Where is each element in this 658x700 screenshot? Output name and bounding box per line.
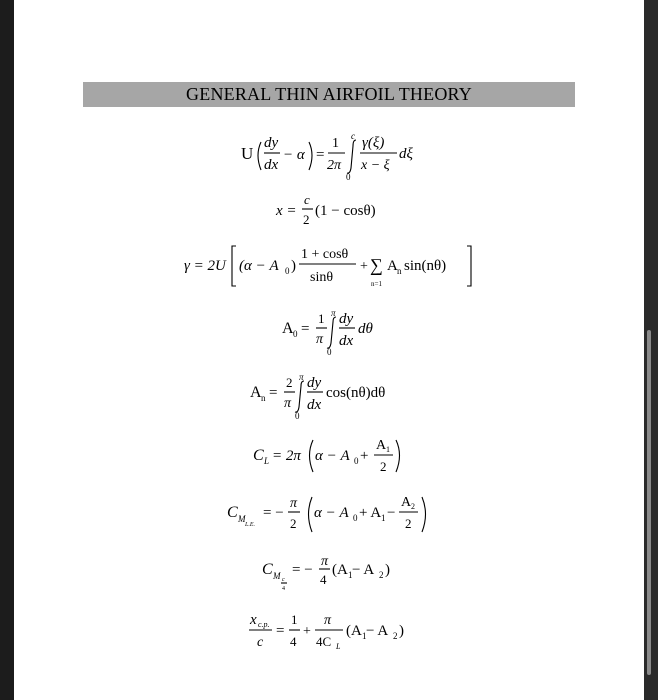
eq1-integral-sign <box>347 140 356 173</box>
eq1-one: 1 <box>332 136 339 151</box>
eq4-one: 1 <box>318 311 325 326</box>
eq7-equals: = − <box>263 505 284 521</box>
eq5-lower-bound: 0 <box>295 411 300 421</box>
eq9-fourC: 4C <box>316 634 332 649</box>
eq9-sub2: 2 <box>393 631 398 641</box>
eq4-equals: = <box>301 321 310 337</box>
eq7-A2: A <box>401 495 412 510</box>
eq6-two: 2 <box>380 459 387 474</box>
eq2-two: 2 <box>303 212 310 227</box>
eq8-C: C <box>262 561 273 578</box>
eq8-rhs: (A <box>332 562 348 578</box>
eq1-two-pi: 2π <box>327 158 342 173</box>
eq4-dx: dx <box>339 333 354 349</box>
eq8-sub: M <box>273 571 281 581</box>
eq7-sub: M <box>238 514 246 524</box>
eq3-alpha-A0: (α − A <box>239 258 279 274</box>
eq8-close: ) <box>385 562 390 578</box>
eq9-one: 1 <box>291 612 298 627</box>
eq3-sin-n: sin(nθ) <box>404 258 447 274</box>
eq3-right-bracket <box>467 246 471 286</box>
eq7-right-paren <box>422 497 426 532</box>
equation-center-of-pressure <box>248 606 418 656</box>
eq8-pi: π <box>321 554 329 569</box>
eq8-frac-den: 4 <box>282 586 285 592</box>
eq3-sub0: 0 <box>285 266 290 276</box>
eq7-two: 2 <box>290 516 297 531</box>
eq4-lower-bound: 0 <box>327 347 332 357</box>
eq1-lower-bound: 0 <box>346 172 351 182</box>
eq5-two: 2 <box>286 375 293 390</box>
eq4-dtheta: dθ <box>358 321 373 337</box>
eq4-lhs: A <box>282 320 294 337</box>
eq3-sum: ∑ <box>370 255 383 275</box>
eq9-four: 4 <box>290 634 297 649</box>
eq3-plus: + <box>360 259 368 274</box>
eq3-lhs: γ = 2U <box>184 258 226 274</box>
eq1-left-paren <box>258 142 261 170</box>
eq6-rhs: = 2π <box>272 448 301 464</box>
eq3-An: A <box>387 258 398 274</box>
eq7-minus: − <box>387 505 396 521</box>
eq4-sub: 0 <box>293 329 298 339</box>
eq1-dx: dx <box>264 157 279 173</box>
eq3-den: sinθ <box>310 270 334 285</box>
eq4-pi: π <box>316 332 324 347</box>
eq7-sub2: 2 <box>411 502 415 511</box>
eq5-pi: π <box>284 396 292 411</box>
eq3-sum-lower: n=1 <box>371 280 382 288</box>
eq7-two2: 2 <box>405 516 412 531</box>
eq7-C: C <box>227 504 238 521</box>
eq1-equals: = <box>316 147 325 163</box>
scrollbar[interactable] <box>647 330 651 675</box>
eq1-right-paren <box>309 142 312 170</box>
equation-lift-integral <box>235 128 435 183</box>
eq7-sub0: 0 <box>353 513 358 523</box>
eq9-subL: L <box>336 642 341 651</box>
eq7-left-paren <box>309 497 313 532</box>
eq8-sub2: 2 <box>379 570 384 580</box>
eq4-upper-bound: π <box>331 308 336 318</box>
equation-vortex-distribution <box>184 240 484 292</box>
eq5-dy: dy <box>307 375 322 391</box>
eq1-dxi: dξ <box>399 146 413 162</box>
eq9-sub1: 1 <box>362 631 367 641</box>
eq6-C: C <box>253 447 264 464</box>
eq8-equals: = − <box>292 562 313 578</box>
eq1-gamma-xi: γ(ξ) <box>362 135 385 151</box>
document-title <box>83 82 575 107</box>
eq5-integral-sign <box>295 381 304 412</box>
eq8-sub1: 1 <box>348 570 353 580</box>
eq7-plusA: + A <box>359 505 382 521</box>
equation-moment-leading-edge <box>227 490 437 542</box>
eq3-num: 1 + cosθ <box>301 247 349 262</box>
title-text: GENERAL THIN AIRFOIL THEORY <box>186 84 472 104</box>
eq6-sub1: 1 <box>386 445 390 454</box>
eq6-A1: A <box>376 438 387 453</box>
eq3-close: ) <box>291 258 296 274</box>
eq5-equals: = <box>269 385 278 401</box>
eq2-rhs: (1 − cosθ) <box>315 203 376 219</box>
eq9-sub: c.p. <box>258 620 270 629</box>
eq5-upper-bound: π <box>299 372 304 382</box>
eq4-integral-sign <box>327 317 336 348</box>
eq5-lhs: A <box>250 384 262 401</box>
eq6-inner: α − A <box>315 448 350 464</box>
eq9-rhs: (A <box>346 623 362 639</box>
equation-A0 <box>282 306 392 356</box>
eq2-lhs: x = <box>276 203 297 219</box>
eq7-pi: π <box>290 496 298 511</box>
eq9-equals: = <box>276 623 285 639</box>
eq5-tail: cos(nθ)dθ <box>326 385 386 401</box>
eq9-c: c <box>257 635 264 650</box>
eq1-minus-alpha: − α <box>283 147 305 163</box>
eq3-sub-n: n <box>397 266 402 276</box>
eq9-xcp: x <box>250 612 257 628</box>
equation-moment-quarter-chord <box>262 552 412 598</box>
eq6-right-paren <box>396 440 400 472</box>
equation-coordinate-transform <box>276 191 396 233</box>
eq8-minus: − A <box>352 562 375 578</box>
eq8-frac-num: c <box>282 577 285 583</box>
eq1-upper-bound: c <box>351 131 355 141</box>
eq5-sub: n <box>261 393 266 403</box>
eq5-dx: dx <box>307 397 322 413</box>
eq6-left-paren <box>310 440 314 472</box>
eq9-close: ) <box>399 623 404 639</box>
eq9-minus: − A <box>366 623 389 639</box>
eq9-plus: + <box>303 624 311 639</box>
equation-An <box>250 370 420 420</box>
eq4-dy: dy <box>339 311 354 327</box>
eq7-subsub: L.E. <box>245 522 256 528</box>
eq7-sub1: 1 <box>381 513 386 523</box>
eq9-pi: π <box>324 613 332 628</box>
eq8-four: 4 <box>320 572 327 587</box>
eq6-sub: L <box>264 456 270 466</box>
equation-lift-coefficient <box>253 430 423 480</box>
eq1-dy: dy <box>264 135 279 151</box>
eq6-plus: + <box>360 448 369 464</box>
eq1-x-minus-xi: x − ξ <box>361 158 390 173</box>
eq3-left-bracket <box>232 246 236 286</box>
eq7-inner: α − A <box>314 505 349 521</box>
eq6-sub0: 0 <box>354 456 359 466</box>
eq2-c: c <box>304 192 310 207</box>
eq1-U: U <box>241 144 254 163</box>
